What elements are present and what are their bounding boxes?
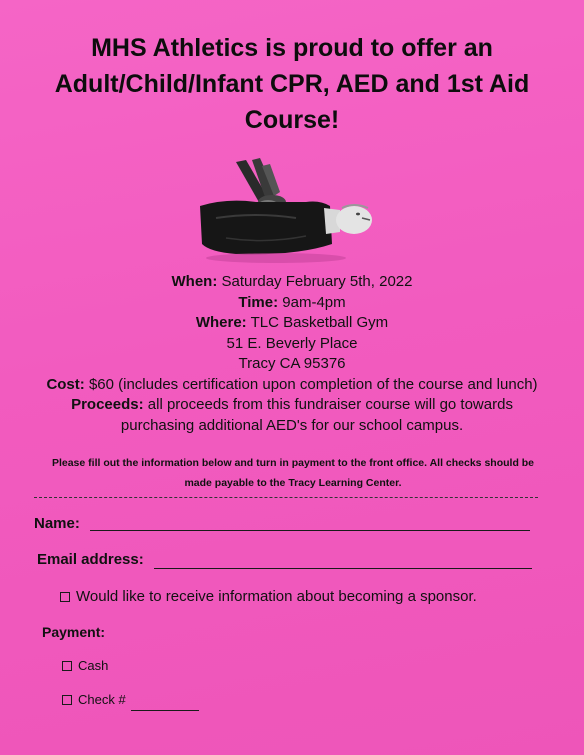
instructions-line-1: Please fill out the information below and turn in payment to the front office. All checks should be — [51, 457, 535, 469]
proceeds-row — [0, 395, 584, 416]
name-field[interactable] — [90, 514, 530, 531]
check-label: Check # — [78, 692, 126, 707]
payment-label: Payment: — [42, 624, 106, 640]
instructions-line-2: made payable to the Tracy Learning Center. — [184, 477, 402, 489]
cpr-chest-compression-illustration-icon — [196, 158, 376, 264]
proceeds-value-line-2: purchasing additional AED's for our school campus. — [120, 416, 464, 434]
sponsor-option[interactable] — [60, 588, 477, 605]
cost-row — [0, 375, 584, 396]
where-label: Where: — [195, 314, 247, 331]
cash-option[interactable] — [62, 658, 108, 673]
check-number-field[interactable] — [131, 696, 199, 711]
title-line-2: Adult/Child/Infant CPR, AED and 1st Aid — [54, 70, 530, 98]
name-label: Name: — [34, 515, 80, 532]
address-line-2: Tracy CA 95376 — [238, 355, 346, 372]
check-checkbox[interactable] — [62, 695, 72, 705]
cost-value: $60 (includes certification upon completion of the course and lunch) — [88, 375, 538, 393]
time-value: 9am-4pm — [282, 293, 346, 311]
title-line-3: Course! — [244, 106, 340, 134]
cash-checkbox[interactable] — [62, 661, 72, 671]
proceeds-value-line-1: all proceeds from this fundraiser course will go towards — [147, 396, 513, 413]
title-line-1: MHS Athletics is proud to offer an — [91, 34, 493, 62]
instructions-text — [28, 453, 558, 493]
when-value: Saturday February 5th, 2022 — [221, 273, 413, 290]
event-details — [0, 272, 584, 436]
check-option[interactable] — [62, 692, 126, 707]
sponsor-checkbox[interactable] — [60, 592, 70, 602]
proceeds-label: Proceeds: — [71, 396, 144, 413]
address-line-1: 51 E. Beverly Place — [226, 334, 358, 352]
where-row — [0, 313, 584, 334]
time-row — [0, 293, 584, 314]
flyer-title — [0, 30, 584, 138]
where-value: TLC Basketball Gym — [250, 314, 389, 331]
cash-label: Cash — [78, 658, 109, 673]
when-row — [0, 272, 584, 293]
sponsor-label: Would like to receive information about becoming a sponsor. — [76, 588, 477, 605]
email-label: Email address: — [37, 551, 144, 568]
when-label: When: — [171, 273, 218, 290]
cut-line-divider — [34, 497, 538, 498]
email-field[interactable] — [154, 552, 532, 569]
cost-label: Cost: — [46, 375, 85, 393]
time-label: Time: — [238, 293, 279, 311]
